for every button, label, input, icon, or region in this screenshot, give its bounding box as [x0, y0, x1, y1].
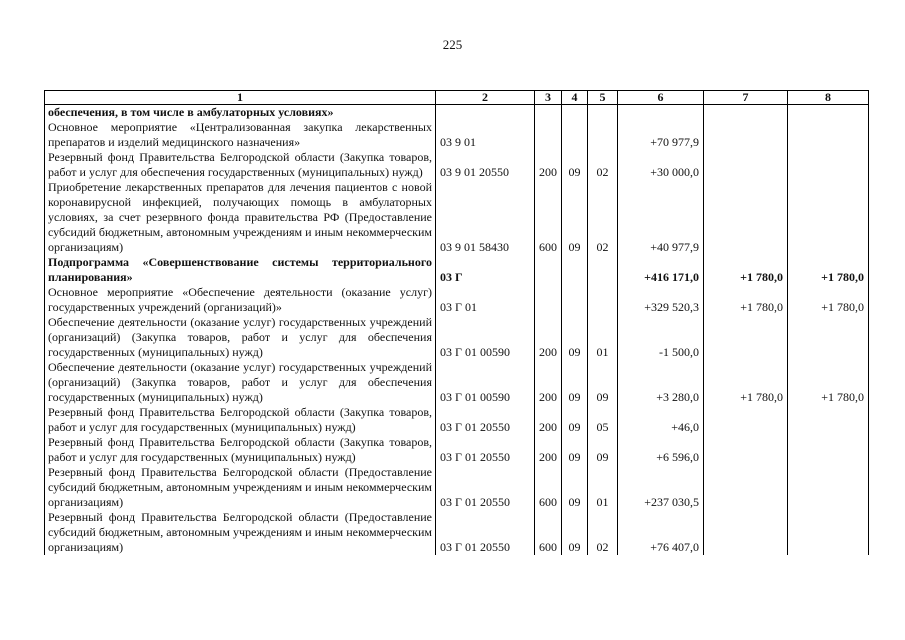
- header-col-1: 1: [45, 91, 436, 105]
- row-amount-7: +1 780,0: [704, 255, 788, 285]
- row-name: Резервный фонд Правительства Белгородской области (Закупка товаров, работ и услуг для государственных (муниципальных) нужд): [45, 405, 436, 435]
- row-amount-8: [788, 405, 869, 435]
- row-amount-8: [788, 150, 869, 180]
- table-row: [45, 405, 869, 435]
- row-name: Резервный фонд Правительства Белгородской области (Предоставление субсидий бюджетным, автономным учреждениям и иным некоммерческим организациям): [45, 465, 436, 510]
- row-amount-7: +1 780,0: [704, 360, 788, 405]
- row-amount-8: +1 780,0: [788, 285, 869, 315]
- row-rz: [562, 285, 588, 315]
- row-vr: 600: [535, 510, 562, 555]
- row-vr: 200: [535, 315, 562, 360]
- row-code: 03 9 01 58430: [436, 180, 535, 255]
- row-vr: 200: [535, 405, 562, 435]
- row-amount-8: [788, 315, 869, 360]
- row-amount-6: -1 500,0: [618, 315, 704, 360]
- header-col-3: 3: [535, 91, 562, 105]
- row-rz: 09: [562, 435, 588, 465]
- row-amount-7: [704, 465, 788, 510]
- table-row: [45, 180, 869, 255]
- row-code: 03 Г 01 00590: [436, 360, 535, 405]
- row-rz: 09: [562, 180, 588, 255]
- row-name: Подпрограмма «Совершенствование системы территориального планирования»: [45, 255, 436, 285]
- row-amount-7: [704, 435, 788, 465]
- row-code: 03 Г: [436, 255, 535, 285]
- row-pr: 09: [588, 435, 618, 465]
- row-amount-6: +76 407,0: [618, 510, 704, 555]
- row-rz: 09: [562, 360, 588, 405]
- header-col-6: 6: [618, 91, 704, 105]
- row-vr: 600: [535, 180, 562, 255]
- row-rz: [562, 255, 588, 285]
- row-rz: 09: [562, 315, 588, 360]
- row-amount-6: +70 977,9: [618, 120, 704, 150]
- header-col-5: 5: [588, 91, 618, 105]
- row-code: 03 Г 01 20550: [436, 465, 535, 510]
- row-name: Основное мероприятие «Обеспечение деятельности (оказание услуг) государственных учреждений (организаций)»: [45, 285, 436, 315]
- row-rz: 09: [562, 150, 588, 180]
- table-row: [45, 255, 869, 285]
- row-name: Резервный фонд Правительства Белгородской области (Предоставление субсидий бюджетным, автономным учреждениям и иным некоммерческим организациям): [45, 510, 436, 555]
- table-row: [45, 465, 869, 510]
- row-pr: [588, 255, 618, 285]
- row-pr: [588, 105, 618, 121]
- row-name: Основное мероприятие «Централизованная закупка лекарственных препаратов и изделий медицинского назначения»: [45, 120, 436, 150]
- row-pr: 01: [588, 465, 618, 510]
- row-amount-7: [704, 510, 788, 555]
- row-amount-6: +30 000,0: [618, 150, 704, 180]
- table-row: [45, 360, 869, 405]
- row-rz: 09: [562, 465, 588, 510]
- header-col-4: 4: [562, 91, 588, 105]
- row-pr: [588, 285, 618, 315]
- row-amount-7: +1 780,0: [704, 285, 788, 315]
- row-code: 03 Г 01: [436, 285, 535, 315]
- row-amount-8: [788, 105, 869, 121]
- row-code: 03 Г 01 20550: [436, 510, 535, 555]
- row-name: обеспечения, в том числе в амбулаторных условиях»: [45, 105, 436, 121]
- table-row: [45, 315, 869, 360]
- table-row: [45, 435, 869, 465]
- row-vr: [535, 120, 562, 150]
- row-vr: 600: [535, 465, 562, 510]
- row-amount-7: [704, 405, 788, 435]
- row-code: [436, 105, 535, 121]
- row-rz: 09: [562, 405, 588, 435]
- row-amount-6: +329 520,3: [618, 285, 704, 315]
- row-rz: [562, 105, 588, 121]
- row-name: Приобретение лекарственных препаратов для лечения пациентов с новой коронавирусной инфекцией, получающих помощь в амбулаторных условиях, за счет резервного фонда правительства РФ (Предоставление субсидий бюджетным, автономным учреждениям и иным некоммерческим организациям): [45, 180, 436, 255]
- row-code: 03 Г 01 20550: [436, 405, 535, 435]
- row-vr: [535, 285, 562, 315]
- row-pr: 02: [588, 180, 618, 255]
- row-pr: 01: [588, 315, 618, 360]
- row-amount-6: +40 977,9: [618, 180, 704, 255]
- row-code: 03 Г 01 20550: [436, 435, 535, 465]
- row-amount-8: [788, 465, 869, 510]
- table-body: [45, 105, 869, 556]
- row-amount-6: [618, 105, 704, 121]
- row-amount-8: [788, 180, 869, 255]
- header-col-7: 7: [704, 91, 788, 105]
- row-amount-8: [788, 510, 869, 555]
- row-amount-7: [704, 150, 788, 180]
- row-amount-8: +1 780,0: [788, 255, 869, 285]
- row-amount-8: [788, 435, 869, 465]
- row-pr: 09: [588, 360, 618, 405]
- row-amount-6: +6 596,0: [618, 435, 704, 465]
- row-code: 03 9 01 20550: [436, 150, 535, 180]
- row-amount-7: [704, 180, 788, 255]
- row-pr: [588, 120, 618, 150]
- row-amount-6: +416 171,0: [618, 255, 704, 285]
- row-pr: 02: [588, 150, 618, 180]
- row-rz: [562, 120, 588, 150]
- row-pr: 05: [588, 405, 618, 435]
- table-row: [45, 120, 869, 150]
- table-row: [45, 150, 869, 180]
- row-pr: 02: [588, 510, 618, 555]
- header-col-2: 2: [436, 91, 535, 105]
- row-name: Обеспечение деятельности (оказание услуг) государственных учреждений (организаций) (Закупка товаров, работ и услуг для обеспечения государственных (муниципальных) нужд): [45, 315, 436, 360]
- header-col-8: 8: [788, 91, 869, 105]
- header-row: [45, 91, 869, 105]
- table-row: [45, 105, 869, 121]
- row-vr: [535, 255, 562, 285]
- row-vr: 200: [535, 435, 562, 465]
- row-amount-6: +46,0: [618, 405, 704, 435]
- row-name: Резервный фонд Правительства Белгородской области (Закупка товаров, работ и услуг для обеспечения государственных (муниципальных) нужд): [45, 150, 436, 180]
- table-row: [45, 510, 869, 555]
- row-rz: 09: [562, 510, 588, 555]
- row-amount-8: [788, 120, 869, 150]
- row-name: Обеспечение деятельности (оказание услуг) государственных учреждений (организаций) (Закупка товаров, работ и услуг для обеспечения государственных (муниципальных) нужд): [45, 360, 436, 405]
- row-vr: 200: [535, 150, 562, 180]
- row-vr: 200: [535, 360, 562, 405]
- budget-table: [44, 90, 869, 555]
- row-amount-7: [704, 105, 788, 121]
- row-code: 03 Г 01 00590: [436, 315, 535, 360]
- row-amount-7: [704, 315, 788, 360]
- row-vr: [535, 105, 562, 121]
- row-amount-8: +1 780,0: [788, 360, 869, 405]
- row-code: 03 9 01: [436, 120, 535, 150]
- row-amount-6: +237 030,5: [618, 465, 704, 510]
- row-name: Резервный фонд Правительства Белгородской области (Закупка товаров, работ и услуг для государственных (муниципальных) нужд): [45, 435, 436, 465]
- row-amount-7: [704, 120, 788, 150]
- row-amount-6: +3 280,0: [618, 360, 704, 405]
- page-number: 225: [442, 37, 463, 52]
- table-row: [45, 285, 869, 315]
